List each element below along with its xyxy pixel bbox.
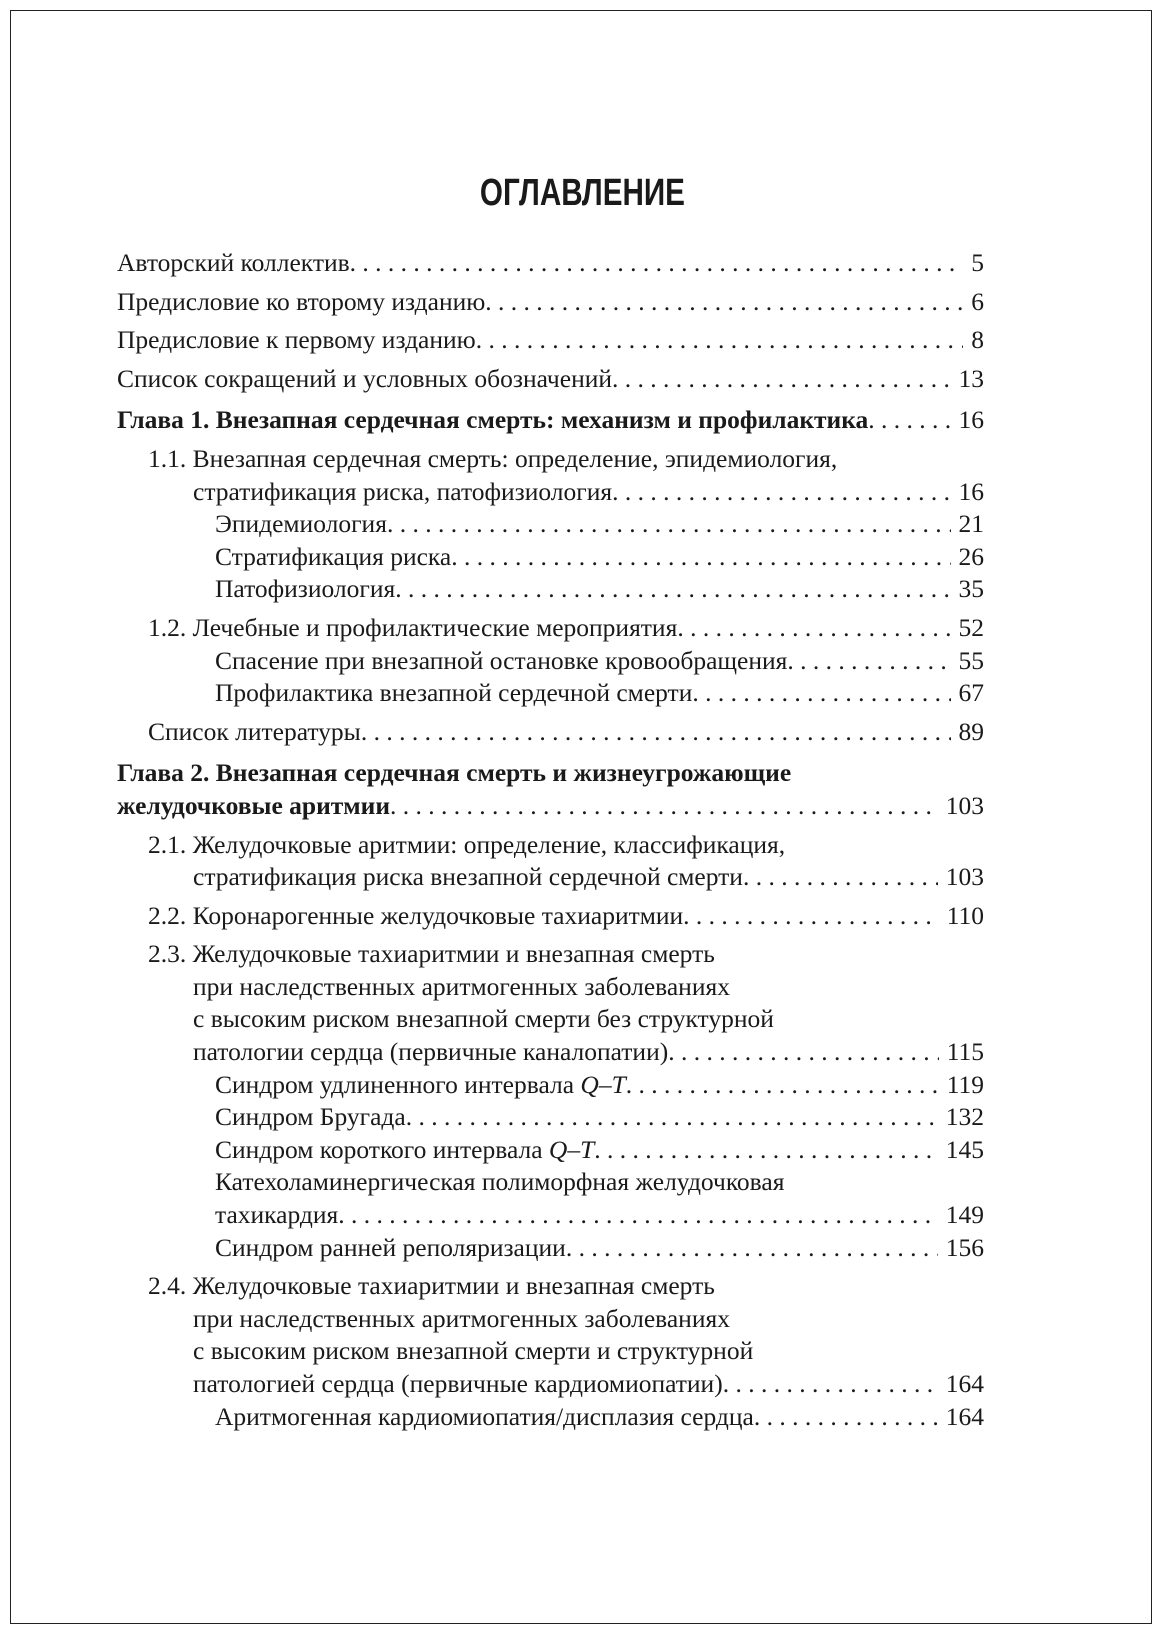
toc-entry-title: тахикардия [215,1200,339,1230]
toc-entry[interactable] [117,404,984,437]
leader-dots [338,1199,937,1232]
toc-entry-line [117,645,984,678]
toc-page-number: 13 [958,363,984,393]
toc-page-number: 164 [945,1369,984,1398]
toc-page-number: 8 [971,325,984,355]
toc-page-number: 110 [946,900,984,930]
toc-entry-title: Синдром короткого интервала [215,1134,549,1164]
toc-page-number: 5 [971,248,984,277]
toc-entry-title: Глава 2. Внезапная сердечная смерть и жизнеугрожающие [117,758,792,788]
toc-entry-line [117,324,984,357]
toc-entry-line [117,900,984,933]
toc-entry-line [117,1368,984,1401]
toc-entry-title: Аритмогенная кардиомиопатия/дисплазия сердца [215,1401,754,1431]
toc-entry-line [117,790,984,823]
toc-entry-line [117,1303,984,1336]
leader-dots [743,861,938,894]
toc-entry-title: 2.4. Желудочковые тахиаритмии и внезапная смерть [148,1271,715,1301]
toc-entry-title: 2.2. Коронарогенные желудочковые тахиаритмии [148,900,684,930]
toc-entry-title: стратификация риска, патофизиология [193,476,613,506]
leader-dots [723,1368,938,1401]
leader-dots [683,900,939,933]
toc-entry-title: с высоким риском внезапной смерти и структурной [193,1336,754,1366]
toc-entry[interactable] [117,541,984,574]
toc-entry[interactable] [117,1232,984,1265]
toc-entry-line [117,1003,984,1036]
leader-dots [612,476,950,509]
toc-page-number: 26 [958,541,984,571]
toc-entry[interactable] [117,757,984,822]
toc-entry[interactable] [117,900,984,933]
leader-dots [787,645,950,678]
toc-entry-line [117,476,984,509]
toc-entry-line [117,861,984,894]
toc-entry[interactable] [117,677,984,710]
toc-entry[interactable] [117,716,984,749]
toc-entry[interactable] [117,573,984,606]
toc-entry-title: Предисловие ко второму изданию [117,286,486,316]
toc-entry-title: Синдром ранней реполяризации [215,1232,566,1262]
toc-entry-italic: Q–T [548,1134,595,1164]
toc-entry-line [117,1199,984,1232]
toc-entry-title: стратификация риска внезапной сердечной смерти [193,862,743,892]
toc-entry-title: Предисловие к первому изданию [117,325,476,355]
toc-entry-line [117,1134,984,1167]
toc-entry-line [117,443,984,476]
leader-dots [451,541,950,574]
leader-dots [406,1101,938,1134]
toc-entry-title: Синдром удлиненного интервала [215,1069,581,1099]
toc-entry-title: патологией сердца (первичные кардиомиопатии) [193,1369,723,1398]
toc-page-number: 35 [958,574,984,604]
toc-entry[interactable] [117,1134,984,1167]
toc-entry-line [117,363,984,396]
leader-dots [754,1401,938,1434]
toc-entry-title: Список литературы [148,716,361,746]
leader-dots [668,1036,938,1069]
toc-entry-title: с высоким риском внезапной смерти без структурной [193,1004,774,1034]
toc-page-number: 145 [945,1134,984,1164]
toc-entry-line [117,1270,984,1303]
toc-page-number: 115 [946,1037,984,1067]
toc-page-number: 103 [945,790,984,820]
toc-entry-line [117,1166,984,1199]
toc-entry-title: желудочковые аритмии [117,790,391,820]
toc-entry-line [117,247,984,280]
toc-entry-title: Профилактика внезапной сердечной смерти [215,678,693,708]
toc-entry[interactable] [117,363,984,396]
leader-dots [476,324,964,357]
leader-dots [390,790,938,823]
leader-dots [626,1069,939,1102]
toc-entry[interactable] [117,1101,984,1134]
toc-entry[interactable] [117,286,984,319]
leader-dots [387,508,951,541]
page-title [0,172,1164,215]
leader-dots [868,404,950,437]
toc-entry[interactable] [117,1401,984,1434]
toc-page-number: 16 [958,405,984,435]
toc-page-number: 156 [945,1232,984,1262]
toc-entry-line [117,1335,984,1368]
toc-entry[interactable] [117,829,984,894]
page-title-text: ОГЛАВЛЕНИЕ [479,172,685,214]
toc-page-number: 119 [946,1069,984,1099]
toc-entry-line [117,286,984,319]
toc-entry-line [117,1401,984,1434]
toc-page-number: 67 [958,678,984,708]
toc-entry-line [117,1232,984,1265]
toc-entry-line [117,612,984,645]
toc-entry-line [117,677,984,710]
toc-entry-title: Список сокращений и условных обозначений [117,363,613,393]
toc-entry-line [117,829,984,862]
toc-entry[interactable] [117,1069,984,1102]
toc-entry-line [117,1069,984,1102]
toc-entry-line [117,404,984,437]
leader-dots [350,247,964,280]
toc-entry-italic: Q–T [580,1069,626,1099]
toc-entry-line [117,1036,984,1069]
toc-entry-title: 2.1. Желудочковые аритмии: определение, классификация, [148,829,786,859]
leader-dots [395,573,950,606]
toc-page-number: 6 [971,286,984,316]
leader-dots [566,1232,938,1265]
leader-dots [692,677,950,710]
toc-entry-title: Синдром Бругада [215,1102,406,1132]
toc-page-number: 16 [958,476,984,506]
toc-entry[interactable] [117,443,984,508]
toc-entry-line [117,1101,984,1134]
toc-entry-title: 2.3. Желудочковые тахиаритмии и внезапная смерть [148,939,715,969]
toc-entry[interactable] [117,612,984,645]
toc-entry[interactable] [117,247,984,280]
toc-page-number: 103 [945,862,984,892]
toc-entry-title: 1.1. Внезапная сердечная смерть: определение, эпидемиология, [148,443,838,473]
toc-entry[interactable] [117,645,984,678]
toc-page-number: 164 [945,1401,984,1431]
toc-entry-title: Спасение при внезапной остановке кровообращения [215,645,788,675]
leader-dots [594,1134,937,1167]
toc-entry-title: при наследственных аритмогенных заболеваниях [193,971,730,1001]
toc-entry-line [117,716,984,749]
toc-entry[interactable] [117,1270,984,1400]
leader-dots [361,716,951,749]
toc-page-number: 132 [945,1102,984,1132]
toc-page-number: 89 [958,716,984,746]
toc-entry-line [117,541,984,574]
toc-entry-title: Эпидемиология [215,509,387,539]
toc-entry[interactable] [117,324,984,357]
toc-entry-title: патологии сердца (первичные каналопатии) [193,1037,669,1067]
toc-entry-line [117,971,984,1004]
leader-dots [485,286,963,319]
toc-entry-line [117,508,984,541]
toc-entry[interactable] [117,938,984,1068]
toc-page-number: 149 [945,1200,984,1230]
toc-page-number: 21 [958,509,984,539]
toc-entry-title: Авторский коллектив [117,248,350,277]
toc-entry-line [117,938,984,971]
leader-dots [677,612,950,645]
leader-dots [612,363,950,396]
table-of-contents [117,247,984,1433]
toc-entry[interactable] [117,508,984,541]
toc-entry-line [117,757,984,790]
toc-entry-title: при наследственных аритмогенных заболеваниях [193,1303,730,1333]
toc-entry-title: Катехоламинергическая полиморфная желудочковая [215,1167,785,1197]
toc-entry-title: Патофизиология [215,574,396,604]
toc-entry-title: Стратификация риска [215,541,452,571]
toc-entry-line [117,573,984,606]
toc-page-number: 55 [958,645,984,675]
toc-entry-title: 1.2. Лечебные и профилактические мероприятия [148,612,678,642]
toc-entry-title: Глава 1. Внезапная сердечная смерть: механизм и профилактика [117,405,869,435]
toc-entry[interactable] [117,1166,984,1231]
toc-page-number: 52 [958,612,984,642]
